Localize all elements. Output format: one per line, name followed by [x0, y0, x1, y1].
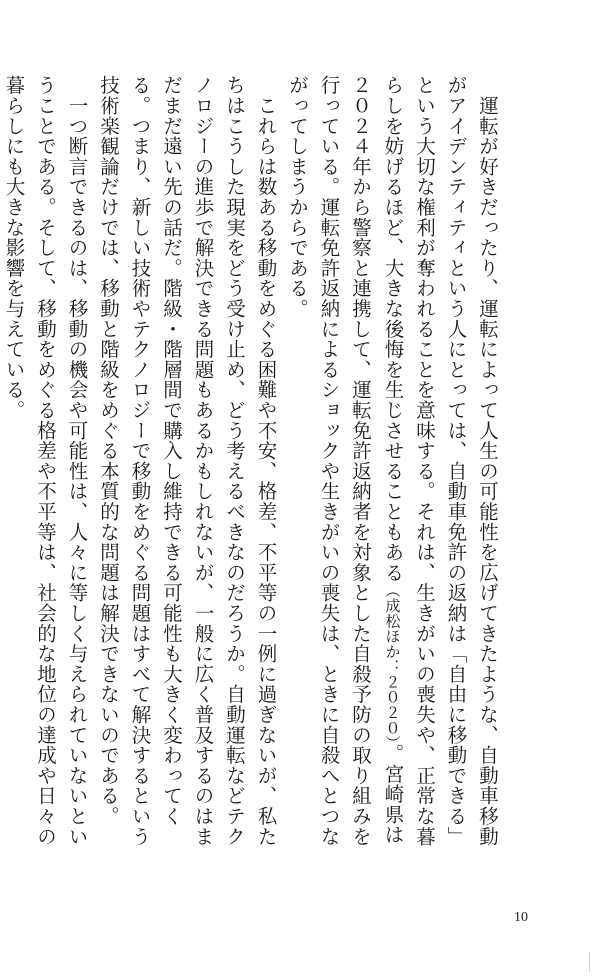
paragraph-3: 一つ断言できるのは、移動の機会や可能性は、人々に等しく与えられていないということである。そして、移動をめぐる格差や不平等は、社会的な地位の達成や日々の暮らしにも大きな影響を与えている。 [2, 75, 89, 847]
paragraph-1-lead: 運転が好きだったり、運転によって人生の可能性を広げてきたような、自動車移動がアイデンティティという人にとっては、自動車免許の返納は「自由に移動できる」という大切な権利が奪われることを意味する。それは、生きがいの喪失や、正常な暮らしを妨げるほど、大きな後悔を生じさせることもある [381, 75, 499, 847]
paragraph-1-tail: 。宮崎県は２０２４年から警察と連携して、運転免許返納者を対象とした自殺予防の取り組みを行っている。運転免許返納によるショックや生きがいの喪失は、ときに自殺へとつながってしまうからである。 [286, 75, 405, 847]
paragraph-1 [282, 75, 504, 855]
page-edge-mark [589, 952, 590, 972]
body-text [0, 75, 503, 855]
paragraph-2: これらは数ある移動をめぐる困難や不安、格差、不平等の一例に過ぎないが、私たちはこうした現実をどう受け止め、どう考えるべきなのだろうか。自動運転などテクノロジーの進歩で解決できる問題もあるかもしれないが、一般に広く普及するのはまだまだ遠い先の話だ。階級・階層間で購入し維持できる可能性も大きく変わってくる。つまり、新しい技術やテクノロジーで移動をめぐる問題はすべて解決するという技術楽観論だけでは、移動と階級をめぐる本質的な問題は解決できないのである。 [97, 75, 278, 847]
citation: （成松ほか：２０２０） [383, 582, 402, 744]
page-number: 10 [514, 910, 528, 925]
